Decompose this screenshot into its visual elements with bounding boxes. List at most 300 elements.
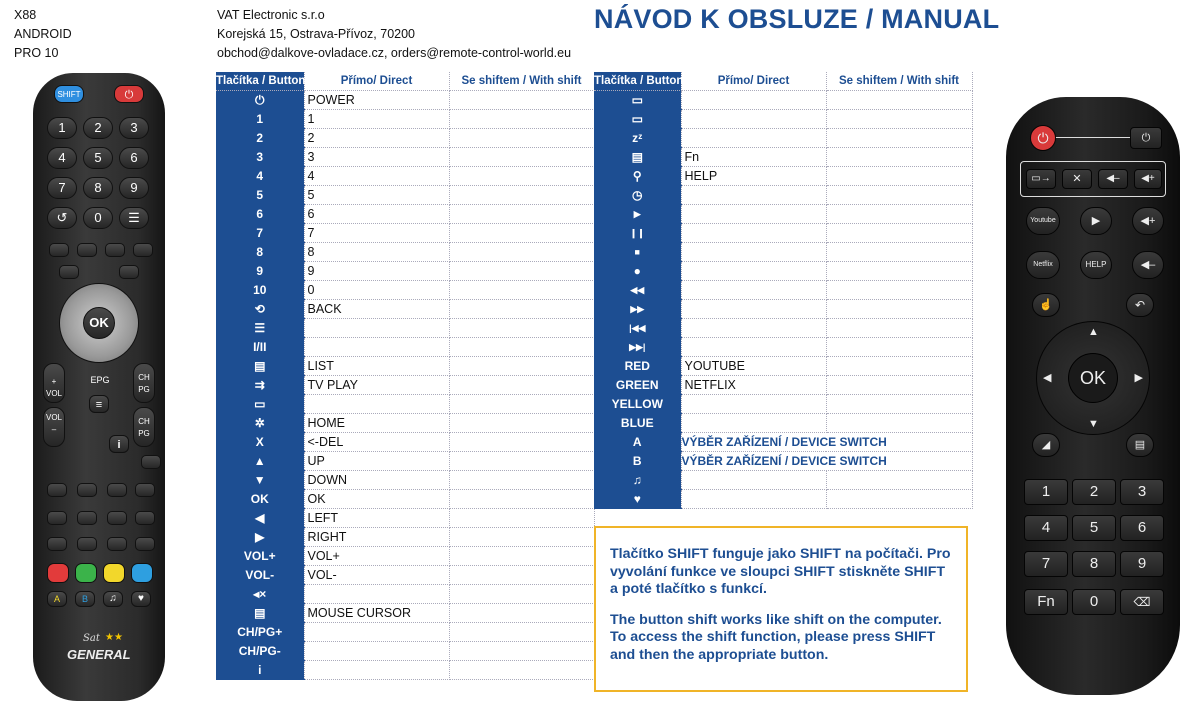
direct-cell <box>681 319 826 338</box>
function-key <box>119 265 139 279</box>
direct-cell: NETFLIX <box>681 376 826 395</box>
home-key: ◢ <box>1032 433 1060 457</box>
company-line: obchod@dalkove-ovladace.cz, orders@remote-control-world.eu <box>217 46 572 60</box>
button-label: i <box>216 661 304 680</box>
table-row <box>594 471 972 490</box>
ok-key: OK <box>1068 353 1118 403</box>
shift-cell <box>449 490 594 509</box>
function-key <box>77 243 97 257</box>
col-shift-header: Se shiftem / With shift <box>826 72 972 91</box>
help-key: HELP <box>1080 251 1112 279</box>
table-row <box>216 186 594 205</box>
record-icon: ● <box>594 262 681 281</box>
number-key: 3 <box>1120 479 1164 505</box>
epg-label: EPG <box>90 375 110 385</box>
number-key: 4 <box>1024 515 1068 541</box>
device-switch-cell: VÝBĚR ZAŘÍZENÍ / DEVICE SWITCH <box>681 452 972 471</box>
shift-cell <box>449 300 594 319</box>
shift-info-box <box>594 526 968 692</box>
table-row <box>216 281 594 300</box>
company-line: Korejská 15, Ostrava-Přívoz, 70200 <box>217 27 416 41</box>
vol-plus-key: ◀+ <box>1132 207 1164 235</box>
menu-icon: ☰ <box>216 319 304 338</box>
pause-icon: ❙❙ <box>594 224 681 243</box>
heart-key: ♥ <box>131 591 151 607</box>
heart-icon: ♥ <box>594 490 681 509</box>
general-remote-image <box>33 73 165 701</box>
table-row <box>594 186 972 205</box>
table-row <box>216 414 594 433</box>
table-row <box>594 452 972 471</box>
direct-cell: <-DEL <box>304 433 449 452</box>
table-row <box>594 91 972 110</box>
brand-sat: Sat <box>83 633 100 644</box>
shift-cell <box>449 433 594 452</box>
digit-key: 6 <box>119 147 149 169</box>
shift-cell <box>826 91 972 110</box>
shift-cell <box>449 281 594 300</box>
button-label: YELLOW <box>594 395 681 414</box>
table-row <box>594 300 972 319</box>
shift-cell <box>826 338 972 357</box>
function-key <box>47 537 67 551</box>
company-info <box>217 6 571 63</box>
direct-cell <box>304 661 449 680</box>
button-label: RED <box>594 357 681 376</box>
shift-cell <box>449 376 594 395</box>
table-row <box>216 547 594 566</box>
table-row <box>594 414 972 433</box>
table-row <box>594 357 972 376</box>
digit-key: 2 <box>83 117 113 139</box>
direct-cell: VOL- <box>304 566 449 585</box>
direct-cell <box>681 471 826 490</box>
shift-cell <box>449 642 594 661</box>
table-row <box>216 585 594 604</box>
rewind-icon: ◀◀ <box>594 281 681 300</box>
left-button-table <box>216 72 595 680</box>
direct-cell: 9 <box>304 262 449 281</box>
table-row <box>216 509 594 528</box>
table-row <box>216 661 594 680</box>
b-key: B <box>75 591 95 607</box>
number-key: 9 <box>1120 551 1164 577</box>
direct-cell: UP <box>304 452 449 471</box>
direct-cell: TV PLAY <box>304 376 449 395</box>
digit-key: 5 <box>83 147 113 169</box>
table-row <box>216 433 594 452</box>
shift-cell <box>449 566 594 585</box>
button-label: X <box>216 433 304 452</box>
usb-icon: ⇉ <box>216 376 304 395</box>
direct-cell: BACK <box>304 300 449 319</box>
direct-cell <box>681 224 826 243</box>
left-icon: ◀ <box>1043 372 1052 384</box>
direct-cell: 4 <box>304 167 449 186</box>
direct-cell <box>681 300 826 319</box>
number-key: 2 <box>1072 479 1116 505</box>
ch-plus-key: CH PG <box>133 363 155 403</box>
table-row <box>216 376 594 395</box>
function-key <box>105 243 125 257</box>
direct-cell <box>304 623 449 642</box>
direct-cell <box>304 338 449 357</box>
digit-key: 0 <box>83 207 113 229</box>
table-row <box>594 376 972 395</box>
vol-plus-key: + VOL <box>43 363 65 403</box>
button-label: 5 <box>216 186 304 205</box>
direct-cell: Fn <box>681 148 826 167</box>
function-key <box>135 511 155 525</box>
screens-icon: ▭ <box>594 110 681 129</box>
function-key <box>135 537 155 551</box>
digit-key: 3 <box>119 117 149 139</box>
direct-cell <box>681 490 826 509</box>
next-icon: ▶▶| <box>594 338 681 357</box>
shift-cell <box>449 528 594 547</box>
x88-remote-image <box>1006 97 1180 695</box>
table-row <box>216 623 594 642</box>
table-row <box>594 129 972 148</box>
function-key <box>107 537 127 551</box>
input-icon: ▭ <box>594 91 681 110</box>
device-switch-cell: VÝBĚR ZAŘÍZENÍ / DEVICE SWITCH <box>681 433 972 452</box>
table-row <box>594 262 972 281</box>
shift-key: SHIFT <box>54 85 84 103</box>
number-key: 5 <box>1072 515 1116 541</box>
direct-cell <box>681 186 826 205</box>
shift-cell <box>826 376 972 395</box>
mouse-key: ☝ <box>1032 293 1060 317</box>
table-row <box>594 110 972 129</box>
table-row <box>216 91 594 110</box>
shift-cell <box>449 167 594 186</box>
subtitle-icon: ▤ <box>594 148 681 167</box>
shift-cell <box>449 471 594 490</box>
delete-key: ⌫ <box>1120 589 1164 615</box>
shift-cell <box>449 585 594 604</box>
prev-icon: |◀◀ <box>594 319 681 338</box>
shift-cell <box>449 357 594 376</box>
stop-icon: ■ <box>594 243 681 262</box>
table-row <box>594 338 972 357</box>
table-row <box>216 357 594 376</box>
back-icon: ⟲ <box>216 300 304 319</box>
direct-cell <box>681 395 826 414</box>
shift-cell <box>826 148 972 167</box>
play-icon: ▶ <box>594 205 681 224</box>
button-label: 7 <box>216 224 304 243</box>
button-label: VOL- <box>216 566 304 585</box>
direct-cell: HOME <box>304 414 449 433</box>
direct-cell: OK <box>304 490 449 509</box>
shift-cell <box>826 262 972 281</box>
vol-minus-key: ◀– <box>1132 251 1164 279</box>
digit-key: 4 <box>47 147 77 169</box>
shift-cell <box>826 110 972 129</box>
shift-cell <box>826 414 972 433</box>
button-label: CH/PG- <box>216 642 304 661</box>
up-arrow-icon: ▲ <box>216 452 304 471</box>
button-label: BLUE <box>594 414 681 433</box>
input-key: ▭→ <box>1026 169 1056 189</box>
shift-cell <box>826 281 972 300</box>
table-row <box>216 300 594 319</box>
direct-cell: 6 <box>304 205 449 224</box>
number-key: Fn <box>1024 589 1068 615</box>
table-row <box>216 148 594 167</box>
shift-cell <box>449 509 594 528</box>
shift-cell <box>826 300 972 319</box>
left-arrow-icon: ◀ <box>216 509 304 528</box>
shift-cell <box>449 205 594 224</box>
button-label: 3 <box>216 148 304 167</box>
button-label: I/II <box>216 338 304 357</box>
table-row <box>594 319 972 338</box>
function-key <box>133 243 153 257</box>
direct-cell: MOUSE CURSOR <box>304 604 449 623</box>
epg-icon: ▤ <box>216 604 304 623</box>
direct-cell <box>304 395 449 414</box>
direct-cell: 7 <box>304 224 449 243</box>
zoom-icon: ⚲ <box>594 167 681 186</box>
direct-cell <box>681 205 826 224</box>
vol-minus-label: VOL <box>45 413 62 422</box>
shift-cell <box>826 129 972 148</box>
gear-icon: ✲ <box>216 414 304 433</box>
forward-icon: ▶▶ <box>594 300 681 319</box>
clock-icon: ◷ <box>594 186 681 205</box>
ok-key: OK <box>83 307 115 339</box>
epg-key: ≡ <box>89 395 109 413</box>
table-row <box>594 433 972 452</box>
shift-cell <box>449 243 594 262</box>
direct-cell <box>681 338 826 357</box>
function-key <box>77 537 97 551</box>
button-label: A <box>594 433 681 452</box>
info-key: i <box>109 435 129 453</box>
table-row <box>216 490 594 509</box>
power-key: ⏻ <box>114 85 144 103</box>
model-line: X88 <box>14 8 37 22</box>
button-label: OK <box>216 490 304 509</box>
function-key <box>49 243 69 257</box>
power-icon: ⏻ <box>216 91 304 110</box>
col-direct-header: Přímo/ Direct <box>304 72 449 91</box>
brand-general: GENERAL <box>67 647 131 662</box>
shift-cell <box>826 186 972 205</box>
button-label: VOL+ <box>216 547 304 566</box>
number-key: 1 <box>1024 479 1068 505</box>
color-key <box>103 563 125 583</box>
direct-cell: POWER <box>304 91 449 110</box>
mute-icon: ◂× <box>216 585 304 604</box>
button-label: 1 <box>216 110 304 129</box>
shift-cell <box>449 262 594 281</box>
button-label: 10 <box>216 281 304 300</box>
direct-cell: 3 <box>304 148 449 167</box>
button-label: 2 <box>216 129 304 148</box>
table-row <box>216 110 594 129</box>
vol-up-key: ◀+ <box>1134 169 1162 189</box>
shift-cell <box>449 414 594 433</box>
table-row <box>216 528 594 547</box>
shift-cell <box>449 395 594 414</box>
vol-minus-key: VOL – <box>43 407 65 447</box>
table-row <box>216 604 594 623</box>
direct-cell <box>681 129 826 148</box>
ch-minus-key: CH PG <box>133 407 155 447</box>
model-line: ANDROID <box>14 27 72 41</box>
direct-cell <box>681 281 826 300</box>
table-row <box>594 490 972 509</box>
function-key <box>135 483 155 497</box>
digit-key: 1 <box>47 117 77 139</box>
color-key <box>47 563 69 583</box>
direct-cell: 1 <box>304 110 449 129</box>
table-row <box>216 262 594 281</box>
shift-cell <box>826 357 972 376</box>
direct-cell: 5 <box>304 186 449 205</box>
shift-cell <box>826 243 972 262</box>
a-key: A <box>47 591 67 607</box>
direct-cell <box>304 585 449 604</box>
shift-cell <box>449 319 594 338</box>
model-line: PRO 10 <box>14 46 59 60</box>
color-key <box>131 563 153 583</box>
music-key: ♫ <box>103 591 123 607</box>
down-icon: ▼ <box>1088 418 1099 430</box>
button-label: GREEN <box>594 376 681 395</box>
direct-cell: YOUTUBE <box>681 357 826 376</box>
shift-cell <box>826 167 972 186</box>
shift-cell <box>449 186 594 205</box>
vol-down-key: ◀– <box>1098 169 1128 189</box>
button-label: 9 <box>216 262 304 281</box>
power-key: ⏻ <box>1030 125 1056 151</box>
direct-cell <box>681 91 826 110</box>
direct-cell: VOL+ <box>304 547 449 566</box>
direct-cell <box>681 262 826 281</box>
table-row <box>594 395 972 414</box>
shift-cell <box>449 604 594 623</box>
shift-cell <box>449 661 594 680</box>
function-key <box>107 483 127 497</box>
shift-cell <box>826 490 972 509</box>
shift-cell <box>449 129 594 148</box>
table-row <box>216 471 594 490</box>
x-key: ✕ <box>1062 169 1092 189</box>
menu-key: ☰ <box>119 207 149 229</box>
direct-cell <box>681 414 826 433</box>
shift-cell <box>826 471 972 490</box>
direct-cell <box>304 319 449 338</box>
shift-cell <box>449 623 594 642</box>
function-key <box>47 483 67 497</box>
table-row <box>216 395 594 414</box>
screen-key: ▶ <box>1080 207 1112 235</box>
shift-cell <box>826 319 972 338</box>
shift-cell <box>449 148 594 167</box>
table-row <box>216 338 594 357</box>
number-key: 8 <box>1072 551 1116 577</box>
shift-info-cz: Tlačítko SHIFT funguje jako SHIFT na počítači. Pro vyvolání funkce ve sloupci SHIFT stiskněte SHIFT a poté tlačítko s funkcí. <box>610 546 951 597</box>
direct-cell: LEFT <box>304 509 449 528</box>
direct-cell <box>681 243 826 262</box>
shift-cell <box>449 452 594 471</box>
device-power-key: ⏻ <box>1130 127 1162 149</box>
function-key <box>77 483 97 497</box>
table-row <box>216 452 594 471</box>
shift-cell <box>826 395 972 414</box>
table-row <box>594 243 972 262</box>
direct-cell: DOWN <box>304 471 449 490</box>
youtube-key: Youtube <box>1026 207 1060 235</box>
color-key <box>75 563 97 583</box>
netflix-key: Netflix <box>1026 251 1060 279</box>
table-row <box>594 281 972 300</box>
function-key <box>47 511 67 525</box>
vol-plus-label: VOL <box>45 389 62 398</box>
table-row <box>594 148 972 167</box>
col-direct-header: Přímo/ Direct <box>681 72 826 91</box>
table-row <box>216 167 594 186</box>
shift-cell <box>826 224 972 243</box>
shift-info-en: The button shift works like shift on the computer. To access the shift function, please press SHIFT and then the appropriate button. <box>610 611 942 663</box>
teletext-icon: ▤ <box>216 357 304 376</box>
right-icon: ▶ <box>1134 372 1143 384</box>
model-info <box>14 6 72 63</box>
brand-stars: ★★ <box>105 632 123 643</box>
button-label: CH/PG+ <box>216 623 304 642</box>
table-row <box>216 129 594 148</box>
button-label: B <box>594 452 681 471</box>
table-row <box>594 205 972 224</box>
back-key: ↶ <box>1126 293 1154 317</box>
function-key <box>141 455 161 469</box>
menu-key: ▤ <box>1126 433 1154 457</box>
right-button-table <box>594 72 973 509</box>
page-title: NÁVOD K OBSLUZE / MANUAL <box>594 4 1000 34</box>
table-row <box>216 642 594 661</box>
button-label: 4 <box>216 167 304 186</box>
company-line: VAT Electronic s.r.o <box>217 8 325 22</box>
direct-cell <box>304 642 449 661</box>
direct-cell: LIST <box>304 357 449 376</box>
function-key <box>107 511 127 525</box>
table-row <box>216 205 594 224</box>
shift-cell <box>449 338 594 357</box>
table-row <box>216 566 594 585</box>
button-label: 8 <box>216 243 304 262</box>
number-key: 6 <box>1120 515 1164 541</box>
sleep-icon: zᶻ <box>594 129 681 148</box>
col-button-header: Tlačítka / Button <box>594 72 681 91</box>
right-arrow-icon: ▶ <box>216 528 304 547</box>
shift-cell <box>449 224 594 243</box>
col-shift-header: Se shiftem / With shift <box>449 72 594 91</box>
tv-radio-icon: ▭ <box>216 395 304 414</box>
down-arrow-icon: ▼ <box>216 471 304 490</box>
direct-cell: HELP <box>681 167 826 186</box>
music-icon: ♫ <box>594 471 681 490</box>
number-key: 0 <box>1072 589 1116 615</box>
shift-cell <box>449 110 594 129</box>
shift-cell <box>449 547 594 566</box>
button-label: 6 <box>216 205 304 224</box>
table-row <box>594 167 972 186</box>
direct-cell <box>681 110 826 129</box>
